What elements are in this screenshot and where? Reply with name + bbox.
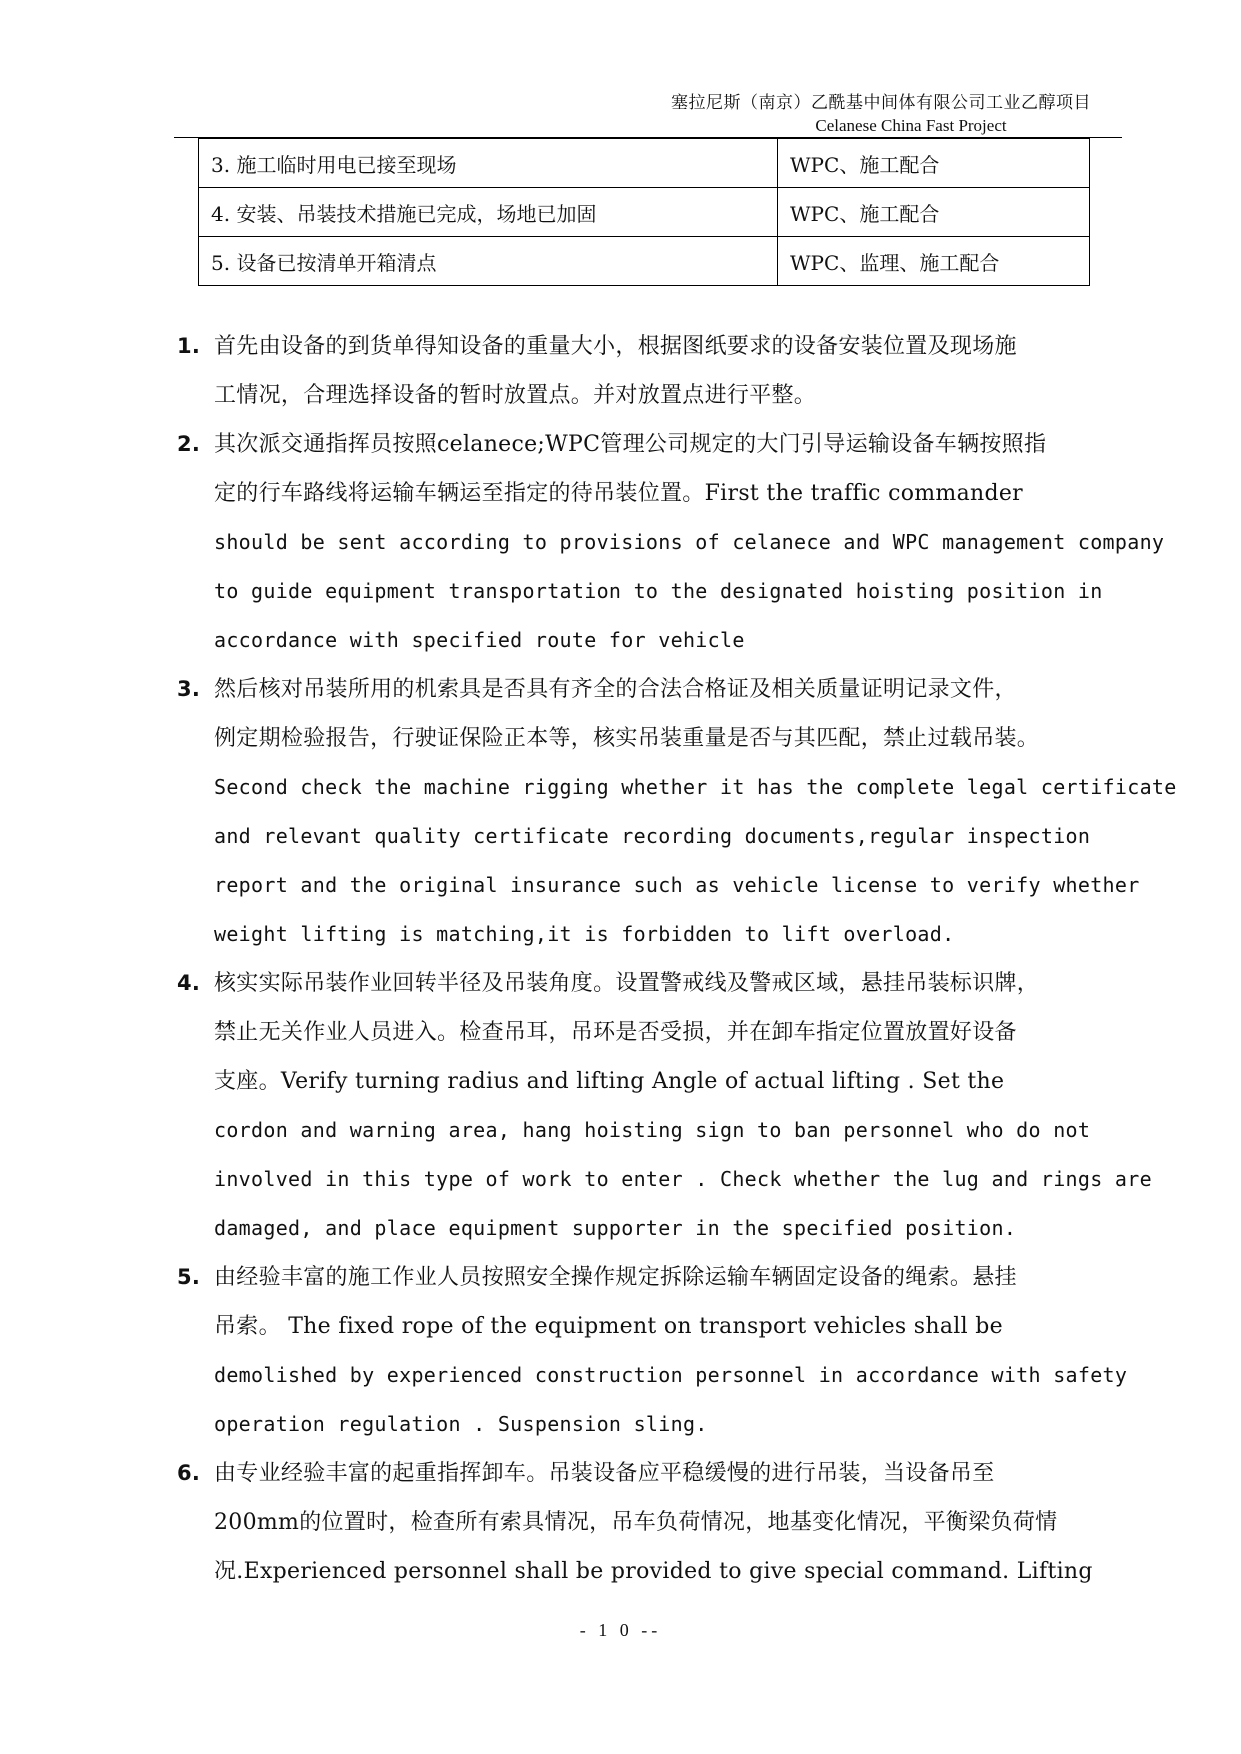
page-header: [671, 88, 1091, 136]
table-cell-responsible: WPC、施工配合: [778, 188, 1090, 237]
step-number: 5.: [177, 1265, 201, 1289]
table-cell-responsible: WPC、施工配合: [778, 138, 1090, 188]
step-line: 其次派交通指挥员按照celanece;WPC管理公司规定的大门引导运输设备车辆按照指: [214, 432, 1047, 457]
table-cell-task: 5. 设备已按清单开箱清点: [199, 237, 778, 286]
step-line: accordance with specified route for vehicle: [214, 628, 745, 652]
step-line: and relevant quality certificate recording documents,regular inspection: [214, 824, 1091, 848]
step-line: 支座。Verify turning radius and lifting Angle of actual lifting . Set the: [214, 1069, 1005, 1094]
step-number: 3.: [177, 677, 201, 701]
step-line: 定的行车路线将运输车辆运至指定的待吊装位置。First the traffic commander: [214, 481, 1023, 506]
step-line: damaged, and place equipment supporter in the specified position.: [214, 1216, 1017, 1240]
procedure-steps: [177, 322, 1177, 1596]
step-line: 工情况，合理选择设备的暂时放置点。并对放置点进行平整。: [214, 383, 817, 408]
table-row: [199, 237, 1090, 286]
step-line: 况.Experienced personnel shall be provided to give special command. Lifting: [214, 1559, 1093, 1584]
step-number: 6.: [177, 1461, 201, 1485]
step-line: 例定期检验报告，行驶证保险正本等，核实吊装重量是否与其匹配，禁止过载吊装。: [214, 726, 1040, 751]
step-line: should be sent according to provisions of celanece and WPC management company: [214, 530, 1165, 554]
table-row: [199, 188, 1090, 237]
step-line: 200mm的位置时，检查所有索具情况，吊车负荷情况，地基变化情况，平衡梁负荷情: [214, 1510, 1058, 1535]
list-item: [177, 665, 1177, 959]
list-item: [177, 1449, 1132, 1596]
step-line: weight lifting is matching,it is forbidden to lift overload.: [214, 922, 955, 946]
page-number: - 1 0 --: [579, 1620, 662, 1640]
step-line: 由专业经验丰富的起重指挥卸车。吊装设备应平稳缓慢的进行吊装，当设备吊至: [214, 1461, 995, 1486]
step-line: 吊索。 The fixed rope of the equipment on transport vehicles shall be: [214, 1314, 1003, 1339]
header-project-name: Celanese China Fast Project: [815, 116, 1007, 135]
list-item: [177, 959, 1152, 1253]
step-line: demolished by experienced construction personnel in accordance with safety: [214, 1363, 1128, 1387]
step-number: 1.: [177, 334, 201, 358]
step-number: 4.: [177, 971, 201, 995]
table-row: [199, 138, 1090, 188]
step-line: operation regulation . Suspension sling.: [214, 1412, 708, 1436]
list-item: [177, 1253, 1132, 1449]
step-line: involved in this type of work to enter . Check whether the lug and rings are: [214, 1167, 1152, 1191]
header-company-name: 塞拉尼斯（南京）乙酰基中间体有限公司工业乙醇项目: [671, 93, 1091, 113]
step-line: Second check the machine rigging whether it has the complete legal certificate: [214, 775, 1177, 799]
list-item: [177, 420, 1165, 665]
table-cell-responsible: WPC、监理、施工配合: [778, 237, 1090, 286]
step-line: report and the original insurance such as vehicle license to verify whether: [214, 873, 1140, 897]
step-number: 2.: [177, 432, 201, 456]
step-line: cordon and warning area, hang hoisting sign to ban personnel who do not: [214, 1118, 1091, 1142]
step-line: 核实实际吊装作业回转半径及吊装角度。设置警戒线及警戒区域，悬挂吊装标识牌，: [214, 971, 1040, 996]
step-line: 首先由设备的到货单得知设备的重量大小，根据图纸要求的设备安装位置及现场施: [214, 334, 1017, 359]
list-item: [177, 322, 1132, 420]
step-line: to guide equipment transportation to the designated hoisting position in: [214, 579, 1103, 603]
step-line: 禁止无关作业人员进入。检查吊耳，吊环是否受损，并在卸车指定位置放置好设备: [214, 1020, 1017, 1045]
step-line: 由经验丰富的施工作业人员按照安全操作规定拆除运输车辆固定设备的绳索。悬挂: [214, 1265, 1017, 1290]
responsibility-table: [198, 137, 1090, 286]
table-cell-task: 3. 施工临时用电已接至现场: [199, 138, 778, 188]
table-cell-task: 4. 安装、吊装技术措施已完成，场地已加固: [199, 188, 778, 237]
step-line: 然后核对吊装所用的机索具是否具有齐全的合法合格证及相关质量证明记录文件，: [214, 677, 1017, 702]
